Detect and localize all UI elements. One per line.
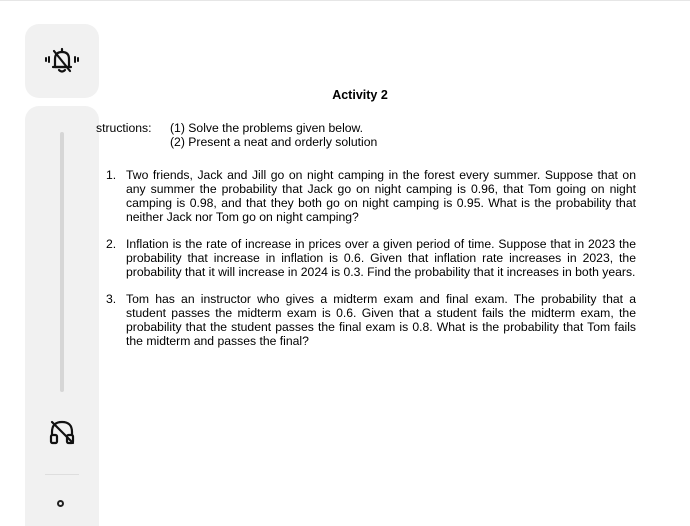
problem-list — [106, 168, 636, 361]
instruction-item: (2) Present a neat and orderly solution — [170, 135, 378, 149]
problem-number: 3. — [106, 292, 117, 306]
bell-off-icon — [44, 45, 80, 77]
instruction-item: (1) Solve the problems given below. — [170, 121, 364, 135]
side-panel — [25, 106, 99, 526]
problem-text: Inflation is the rate of increase in prices over a given period of time. Suppose that in 2023 the probability that increase in inflation is 0.6. Given that inflation rate increases in 2023, the probability that it will increase in 2024 is 0.3. Find the probability that it increases in both years. — [126, 237, 636, 279]
document-page — [96, 0, 656, 513]
side-scrollbar[interactable] — [60, 132, 64, 392]
instructions-label: structions: — [96, 121, 152, 135]
audio-toggle-button[interactable] — [46, 416, 78, 448]
problem-item — [106, 292, 636, 348]
problem-text: Tom has an instructor who gives a midterm exam and final exam. The probability that a student passes the midterm exam is 0.6. Given that a student fails the midterm exam, the probability that the student passes the final exam is 0.8. What is the probability that Tom fails the midterm and passes the final? — [126, 292, 636, 348]
side-divider — [45, 474, 79, 475]
problem-text: Two friends, Jack and Jill go on night camping in the forest every summer. Suppose that on any summer the probability that Jack go on night camping is 0.96, that Tom going on night camping is 0.98, and that they both go on night camping is 0.95. What is the probability that neither Jack nor Tom go on night camping? — [126, 168, 636, 224]
circle-icon[interactable] — [57, 500, 64, 507]
headphones-off-icon — [48, 418, 76, 446]
problem-number: 2. — [106, 237, 117, 251]
problem-number: 1. — [106, 168, 117, 182]
notification-toggle-button[interactable] — [25, 24, 99, 98]
page-title: Activity 2 — [332, 88, 388, 102]
instructions — [96, 121, 377, 149]
problem-item — [106, 168, 636, 224]
problem-item — [106, 237, 636, 279]
